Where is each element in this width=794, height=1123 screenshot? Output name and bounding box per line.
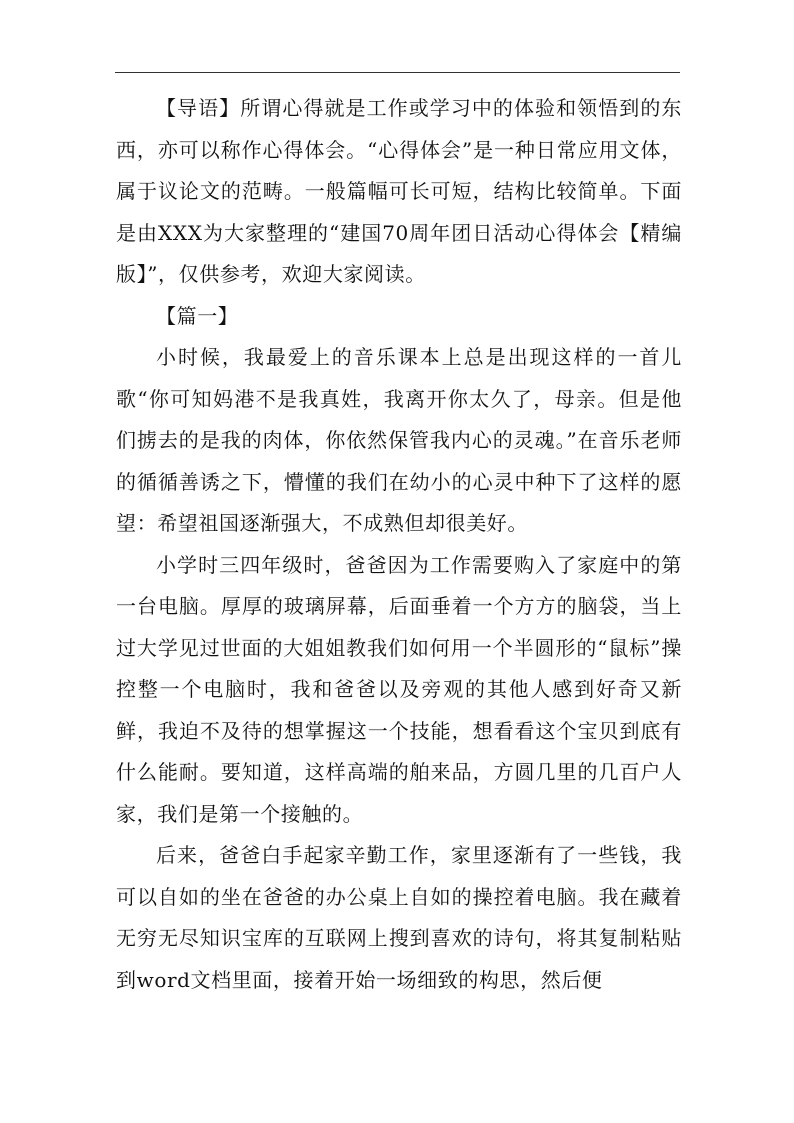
paragraph-1: 小时候，我最爱上的音乐课本上总是出现这样的一首儿歌“你可知妈港不是我真姓，我离开你太久了，母亲。但是他们掳去的是我的肉体，你依然保管我内心的灵魂。”在音乐老师的循循善诱之下，懵懂的我们在幼小的心灵中种下了这样的愿望：希望祖国逐渐强大，不成熟但却很美好。 xyxy=(116,345,682,535)
section-heading: 【篇一】 xyxy=(156,303,239,328)
paragraph-intro: 【导语】所谓心得就是工作或学习中的体验和领悟到的东西，亦可以称作心得体会。“心得体会”是一种日常应用文体，属于议论文的范畴。一般篇幅可长可短，结构比较简单。下面是由XXX为大家整理的“建国70周年团日活动心得体会【精编版】”，仅供参考，欢迎大家阅读。 xyxy=(116,96,682,286)
document-body xyxy=(116,88,682,1001)
paragraph-3: 后来，爸爸白手起家辛勤工作，家里逐渐有了一些钱，我可以自如的坐在爸爸的办公桌上自如的操控着电脑。我在藏着无穷无尽知识宝库的互联网上搜到喜欢的诗句，将其复制粘贴到word文档里面，接着开始一场细致的构思，然后便 xyxy=(116,843,682,992)
header-rule xyxy=(115,72,680,73)
paragraph-2: 小学时三四年级时，爸爸因为工作需要购入了家庭中的第一台电脑。厚厚的玻璃屏幕，后面垂着一个方方的脑袋，当上过大学见过世面的大姐姐教我们如何用一个半圆形的“鼠标”操控整一个电脑时，我和爸爸以及旁观的其他人感到好奇又新鲜，我迫不及待的想掌握这一个技能，想看看这个宝贝到底有什么能耐。要知道，这样高端的舶来品，方圆几里的几百户人家，我们是第一个接触的。 xyxy=(116,552,682,826)
